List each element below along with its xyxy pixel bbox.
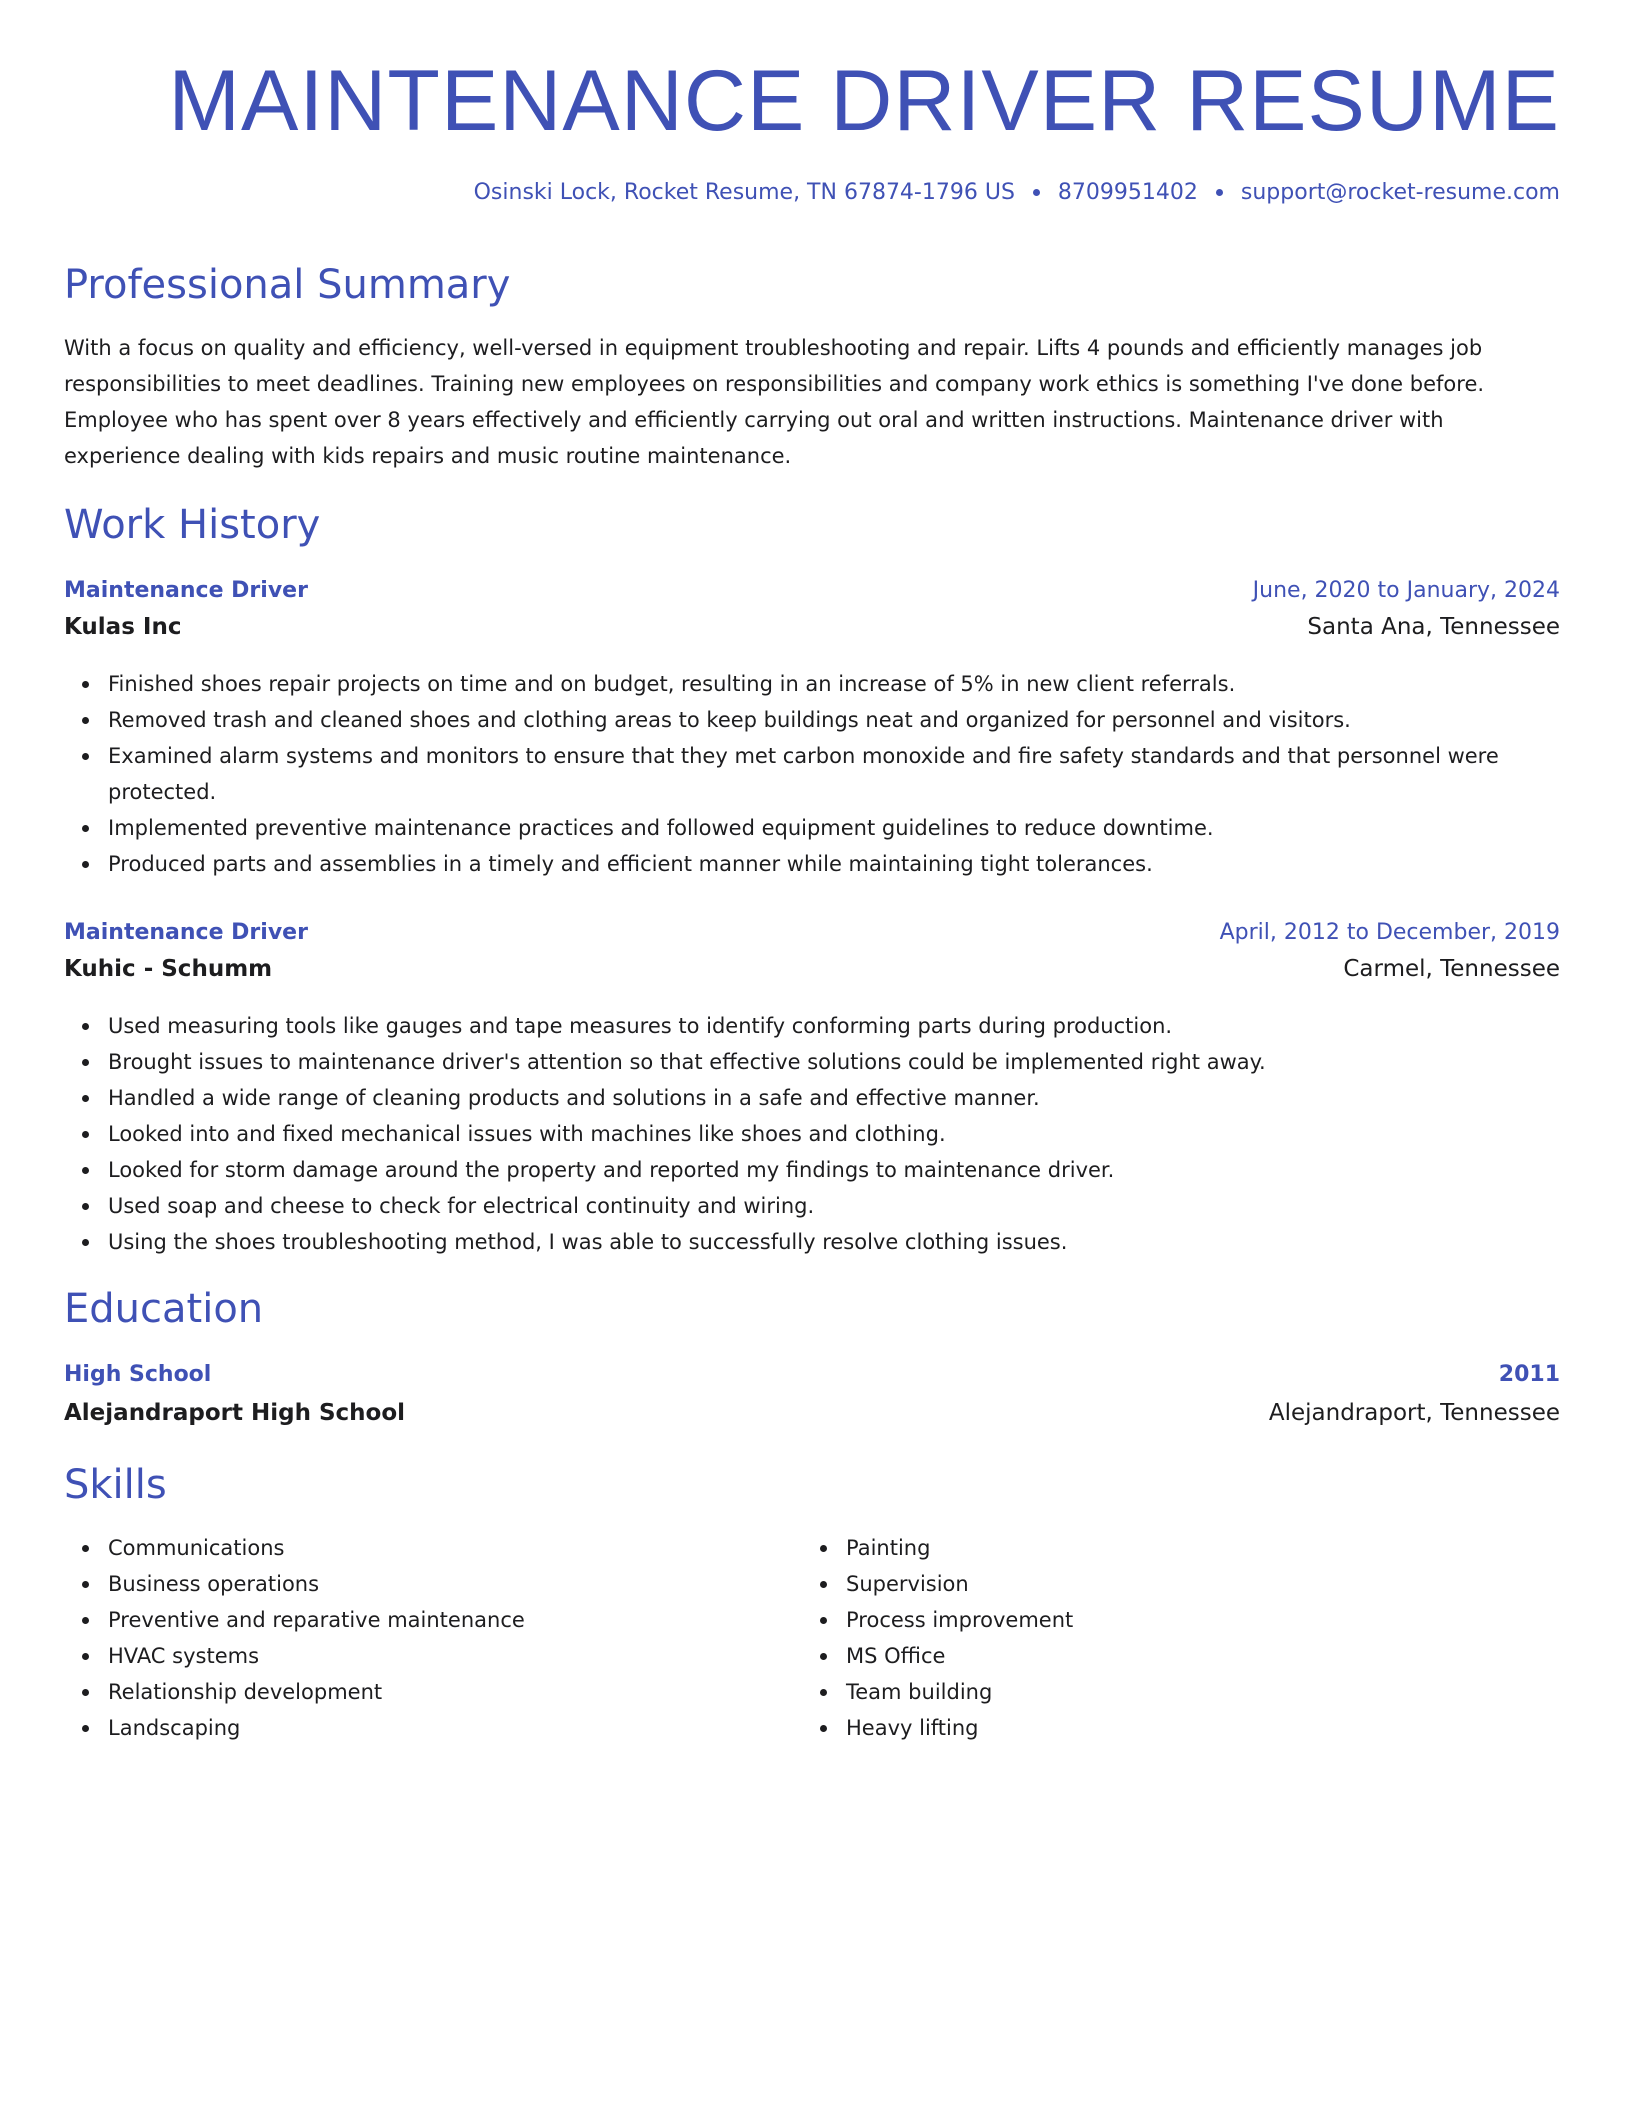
job-company: Kuhic - Schumm <box>64 956 273 982</box>
job-bullets <box>64 1008 1604 1260</box>
job-company-row <box>64 956 1560 982</box>
list-item: Preventive and reparative maintenance <box>108 1602 808 1638</box>
list-item: Supervision <box>846 1566 1546 1602</box>
education-location: Alejandraport, Tennessee <box>1268 1400 1560 1426</box>
separator-dot <box>1033 189 1040 196</box>
job-title: Maintenance Driver <box>64 578 308 603</box>
list-item: Finished shoes repair projects on time and on budget, resulting in an increase of 5% in new client referrals. <box>108 666 1604 702</box>
contact-email: support@rocket-resume.com <box>1240 180 1560 205</box>
education-year: 2011 <box>1498 1362 1560 1387</box>
summary-heading: Professional Summary <box>64 262 511 308</box>
list-item: MS Office <box>846 1638 1546 1674</box>
list-item: Brought issues to maintenance driver's attention so that effective solutions could be implemented right away. <box>108 1044 1604 1080</box>
job-dates: June, 2020 to January, 2024 <box>1252 578 1560 603</box>
list-item: Relationship development <box>108 1674 808 1710</box>
job-dates: April, 2012 to December, 2019 <box>1219 920 1560 945</box>
list-item: Looked for storm damage around the property and reported my findings to maintenance driver. <box>108 1152 1604 1188</box>
job-header <box>64 920 1560 945</box>
education-header <box>64 1362 1560 1387</box>
list-item: Handled a wide range of cleaning products and solutions in a safe and effective manner. <box>108 1080 1604 1116</box>
list-item: Looked into and fixed mechanical issues with machines like shoes and clothing. <box>108 1116 1604 1152</box>
list-item: Implemented preventive maintenance practices and followed equipment guidelines to reduce downtime. <box>108 810 1604 846</box>
list-item: Painting <box>846 1530 1546 1566</box>
work-history-heading: Work History <box>64 502 321 548</box>
list-item: Used soap and cheese to check for electrical continuity and wiring. <box>108 1188 1604 1224</box>
contact-line <box>474 180 1560 205</box>
separator-dot <box>1216 189 1223 196</box>
list-item: HVAC systems <box>108 1638 808 1674</box>
contact-address: Osinski Lock, Rocket Resume, TN 67874-1796 US <box>473 180 1015 205</box>
skills-column-left <box>64 1530 808 1746</box>
summary-text: With a focus on quality and efficiency, well-versed in equipment troubleshooting and repair. Lifts 4 pounds and efficiently manages job responsibilities to meet deadlines. Training new employees on responsibilities and company work ethics is something I've done before. Employee who has spent over 8 years effectively and efficiently carrying out oral and written instructions. Maintenance driver with experience dealing with kids repairs and music routine maintenance. <box>64 336 1485 468</box>
list-item: Team building <box>846 1674 1546 1710</box>
skills-column-right <box>802 1530 1546 1746</box>
job-company-row <box>64 614 1560 640</box>
job-header <box>64 578 1560 603</box>
resume-title: MAINTENANCE DRIVER RESUME <box>168 53 1560 149</box>
list-item: Used measuring tools like gauges and tape measures to identify conforming parts during production. <box>108 1008 1604 1044</box>
list-item: Business operations <box>108 1566 808 1602</box>
job-title: Maintenance Driver <box>64 920 308 945</box>
education-school-row <box>64 1400 1560 1426</box>
contact-phone: 8709951402 <box>1057 180 1198 205</box>
education-heading: Education <box>64 1286 264 1332</box>
list-item: Examined alarm systems and monitors to ensure that they met carbon monoxide and fire safety standards and that personnel were protected. <box>108 738 1604 810</box>
list-item: Heavy lifting <box>846 1710 1546 1746</box>
job-bullets <box>64 666 1604 882</box>
education-school: Alejandraport High School <box>64 1400 406 1426</box>
list-item: Landscaping <box>108 1710 808 1746</box>
list-item: Communications <box>108 1530 808 1566</box>
education-degree: High School <box>64 1362 212 1387</box>
list-item: Removed trash and cleaned shoes and clothing areas to keep buildings neat and organized for personnel and visitors. <box>108 702 1604 738</box>
job-location: Carmel, Tennessee <box>1343 956 1560 982</box>
skills-heading: Skills <box>64 1462 167 1508</box>
job-location: Santa Ana, Tennessee <box>1307 614 1560 640</box>
list-item: Produced parts and assemblies in a timely and efficient manner while maintaining tight tolerances. <box>108 846 1604 882</box>
list-item: Using the shoes troubleshooting method, I was able to successfully resolve clothing issues. <box>108 1224 1604 1260</box>
list-item: Process improvement <box>846 1602 1546 1638</box>
job-company: Kulas Inc <box>64 614 182 640</box>
